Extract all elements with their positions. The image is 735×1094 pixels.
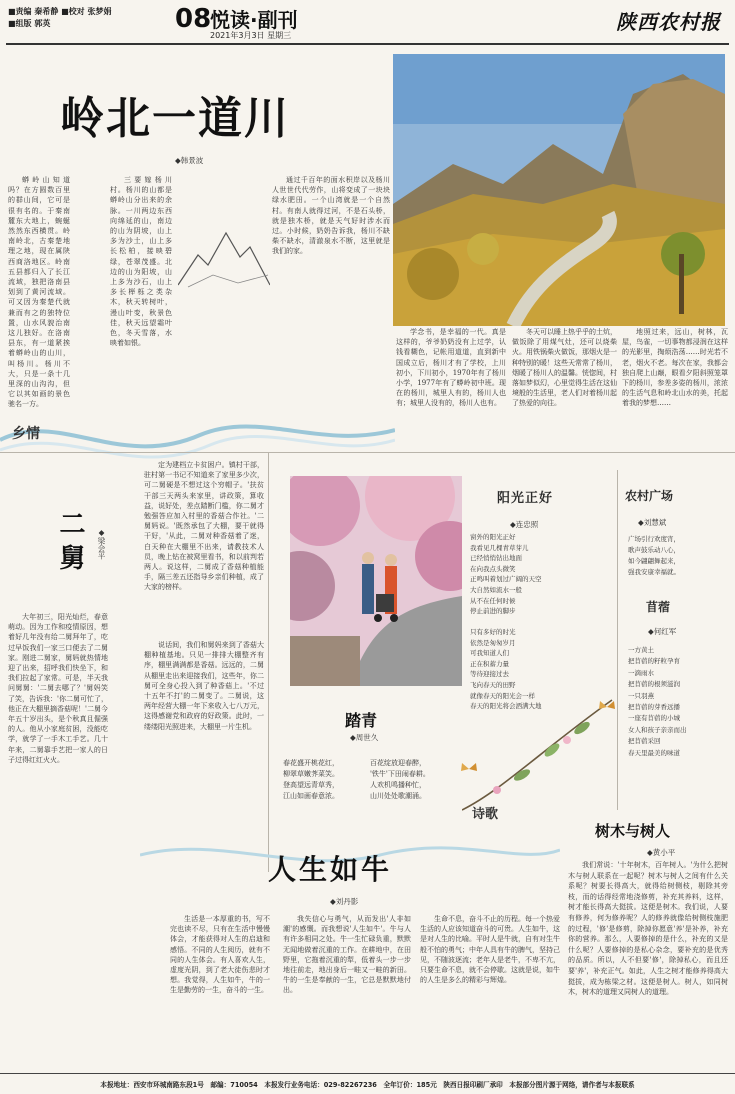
taqing-poem-1: 春花盛开桃花红， 柳翠草嫩荠菜笑。 登高望远青草秀， 江山如画春意浓。 [283, 759, 339, 800]
article-title-nongcun: 农村广场 [625, 489, 674, 503]
lingbei-column-2: 三要嫁杨川村。杨川的山都是蟒岭山分出来的余脉。一川两边东西向绵延的山，南边的山为阴坡，山上多为沙土，山上多长松柏，接映碧绿，苍翠茂盛。北边的山为阳坡，山上多为沙石，山上多长榉栎之类杂木，秋天转树叶，漫山叶变，秋景色佳，秋天远望霜叶色，冬天雪落，水映着如银。 [110, 176, 172, 348]
rensheng-column-1: 生活是一本厚重的书，写不完也读不尽，只有在生活中慢慢体会，才能获得对人生的启迪和感悟。不同的人生阅历，就有不同的人生体会。有人喜欢人生，虚度光阴，到了老大徒伤悲时才想。我觉得，人生如牛，牛的一生是勤劳的一生，奋斗的一生。 [170, 915, 270, 995]
spring-outing-photo [290, 476, 462, 686]
section-title: 悦读·副刊 [210, 8, 298, 32]
article-title-erjiu: 二舅 [55, 510, 85, 578]
taqing-poem-2: 百花绽放迎春醉， '铁牛'下田闹春耕。 人欢机鸣播种忙， 山川处处歌潮涌。 [370, 759, 430, 800]
lingbei-column-6: 地照过来，远山，树林，瓦屋，鸟雀，一切事物都浸润在这样的光影里，掏烦浩荡……时光若不老，烟火不老。每次在家，我都会独自爬上山巅，眼看夕阳斜照笼罩下的杨川，参差多姿的杨川，浓浓的生活气息和岭北山水的美，托起着我的梦想…… [622, 328, 728, 408]
byline-lingbei: ◆韩景波 [175, 156, 204, 165]
muxu-poem: 一方黄土 把苜蓿的籽粒孕育 一滴雨水 把苜蓿的根须滋润 一只羽燕 把苜蓿的芽香远播 一座有苜蓿的小城 女人和孩子亲亲而出 把苜蓿采回 春天里最美的味道 [628, 646, 687, 757]
issue-date: 2021年3月3日 星期三 [210, 31, 292, 40]
newspaper-logo: 陕西农村报 [616, 10, 721, 34]
mountain-sketch [178, 225, 270, 295]
section-rule-1 [0, 452, 735, 453]
rensheng-column-3: 生命不息，奋斗不止的历程。每一个热爱生活的人应该知道奋斗的可贵。人生如牛，这是对人生的比喻。平时人是牛就，自有对生牛般不怕的勇气；中年人具有牛的脾气，坚持己见，不随波逐流；老年人是老牛，不卑不亢，只要生命不息，就不会停歇。这就是说，如牛的人生是多么的精彩与辉煌。 [420, 915, 560, 985]
yangguang-poem-2: 只有多好的时光 依然是匆匆岁月 可我知道人们 正在积蓄力量 等待迎接过去 飞向春天的田野 就像春天的阳光会一样 春天的阳光将会洒满大地 [470, 628, 542, 711]
page-footer: 本报地址：西安市环城南路东段1号 邮编：710054 本报发行业务电话：029-82267236 全年订价：185元 陕西日报印刷厂承印 本报部分图片源于网络，请作者与本报联系 [0, 1073, 735, 1094]
butterfly-icon [460, 762, 478, 776]
lingbei-column-5: 冬天可以睡上热乎乎的土炕，做饭除了用煤气灶，还可以烧柴火。用铁锅柴火做饭，那烟火是一种特别的暖！这些天常常了杨川，烟暖了杨川人的温馨。恍惚间，村落如梦似幻，心里觉得生活在这仙境般的生活里，老人们对着杨川起了热爱的向往。 [512, 328, 617, 408]
column-rule-erjiu [268, 452, 269, 872]
shumu-body: 我们常说：'十年树木，百年树人。'为什么把树木与树人联系在一起呢？树木与树人之间有什么关系呢？树要长得高大，就得给树侧枝，剔除其旁枝，而的话得经常地浇修剪，补充其养料，这样，树才能长得高大挺拔。这便是树木。我们说，人要有修养，何为修养呢？人的修养就像给树侧枝施肥的过程，'修'是修剪，除掉你愿意'养'是补养，补充你的营养。那么，人要修掉的是什么，补充的又是什么呢？人要修掉的是私心杂念，要补充的是优秀的品质。所以，人不但要'修'，除掉私心，而且还要'养'，补充正气。如此，人生之树才能修养得高大挺拔，成为栋梁之材。这便是树人。树人，如同树木，树木的道理又同树人的道理。 [568, 861, 728, 997]
butterfly-icon-2 [598, 700, 616, 714]
landscape-photo [393, 54, 725, 326]
nongcun-poem: 广场引行欢度宵， 歌声鼓乐动八心， 如今翩翩舞起来， 强我安康幸福就。 [628, 535, 680, 576]
header-rule [6, 43, 729, 45]
article-title-muxu: 苜蓿 [646, 600, 671, 614]
byline-taqing: ◆周世久 [350, 733, 379, 742]
article-title-taqing: 踏青 [345, 711, 378, 730]
byline-muxu: ◆何红军 [648, 627, 677, 636]
byline-yangguang: ◆连忠照 [510, 520, 539, 529]
byline-nongcun: ◆刘慧斌 [638, 518, 667, 527]
byline-erjiu: ◆梁会平 [97, 528, 106, 560]
editor-line-1: ■责编 秦希静 ■校对 张梦娟 [8, 7, 112, 16]
category-label-shige: 诗歌 [472, 807, 499, 822]
erjiu-column-1: 大年初三，阳光灿烂，春意萌动。因为工作和疫情原因，想着好几年没有给二舅拜年了，吃过早饭我们一家三口便去了二舅家。刚进二舅家，舅妈就热情地迎了出来，招呼我们快坐下，和我们拉起了家常。可是，半天我问舅舅：'二舅去哪了？'舅妈笑了笑，告诉我：'你二舅可忙了，他正在大棚里摘香菇呢！'二舅今年五十岁出头，是个秋真且倔强的人。他从小家庭贫困，没能吃学，就学了一手木工手艺。几十年来，二舅靠手艺把一家人的日子过得红红火火。 [8, 613, 108, 764]
page-number: 08 [175, 4, 212, 34]
category-label-xiangqing: 乡情 [12, 426, 40, 442]
erjiu-column-3: 说话间，我们和舅妈来到了香菇大棚种植基地。只见一排排大棚整齐有序，棚里满满都是香菇。远远的，二舅从棚里走出来迎接我们，这些年，你二舅可全身心投入到了种香菇上。'不过十五年不打'的二舅变了。二舅说，这两年经营大棚一年下来收入七八万元，这得感谢党和政府的好政策。此时，一缕缕阳光照进来，大棚里一片生机。 [144, 641, 264, 731]
article-title-lingbei: 岭北一道川 [60, 93, 290, 144]
article-title-rensheng: 人生如牛 [268, 853, 393, 886]
editor-credits [8, 6, 111, 30]
lingbei-column-3: 通过千百年的面水积岸以及杨川人世世代代劳作，山将变成了一块块绿水肥田。一个山湾就是一个自然村。有南人就得过河，不是石头桥，就是独木桥，就是天气好时涉水而过。小时候，奶奶告诉我，杨川不缺柴不缺水，清澈泉水不断，这里就是我们的家。 [272, 176, 390, 256]
byline-shumu: ◆黄小平 [647, 848, 676, 857]
erjiu-column-2: 定为建档立卡贫困户。镇村干部，驻村第一书记不知道来了家里多少次，可二舅硬是不想过这个穷帽子。'扶贫干部三天两头来家里，讲政策，算收益，说好处，差点踏断门槛，你二舅才勉强答应加入村里的香菇合作社。'二舅妈说。'既然承包了大棚，要干就得干好，'从此，二舅对种香菇着了迷，白天种在大棚里不出来，请教技术人员，晚上钻在被窝里看书，和以前判若两人。说这样，二舅成了香菇种植能手，隔三差五还指导乡亲们种植，成了大家的榜样。 [144, 461, 264, 592]
rensheng-column-2: 我失信心与勇气，从而发出'人非如潮'的感慨。而我想说'人生如牛'。牛与人有许多相同之处。牛一生忙碌负重，默默无闻地做着沉重的工作。在耕地中，在田野里，它拖着沉重的犁，低着头一步一步地往前走，地出身后一畦又一畦的新田。牛的一生是奉献的一生，它总是默默地付出。 [283, 915, 411, 995]
lingbei-column-4: 学念书，是幸福的一代。真是这样的，爷爷奶奶没有上过学，认钱看糊色，记帐用道道，直到新中国成立后，杨川才有了学校，上川初小，下川初小，1970年有了杨川小学，1977年有了蟒岭初中班。现在的杨川，城里人有的，杨川人也有；城里人没有的，杨川人也有。 [396, 328, 506, 408]
byline-rensheng: ◆刘丹影 [330, 897, 359, 906]
article-title-yangguang: 阳光正好 [497, 491, 554, 506]
article-title-shumu: 树木与树人 [595, 822, 671, 840]
editor-line-2: ■组版 郭英 [8, 19, 51, 28]
lingbei-column-1: 蟒岭山知道吗？在方圆数百里的群山间，它可是很有名的。于秦南麓东大地上，蜿蜒然然东西横贯。岭南岭北，古秦楚地理之地，现在属陕西商洛地区。岭南五县都归入了长江流域，独把洛南县划到了黄河流域。可又因为秦楚代就兼而有之的独特位置，山水风貌治南这儿独好。在洛南县东，有一道紧挨着蟒岭山的山川，叫杨川。杨川不大，只是一条十几里深的山沟沟，但它以其如画的景色驰名一方。 [8, 176, 70, 409]
yangguang-poem-1: 窗外的阳光正好 我看见几棵青草芽儿 已经悄悄钻出地面 在向我点头微笑 正鸣叫着划过广阔的天空 大自然如流水一般 从不在任何时候 停止前进的脚步 [470, 533, 542, 616]
